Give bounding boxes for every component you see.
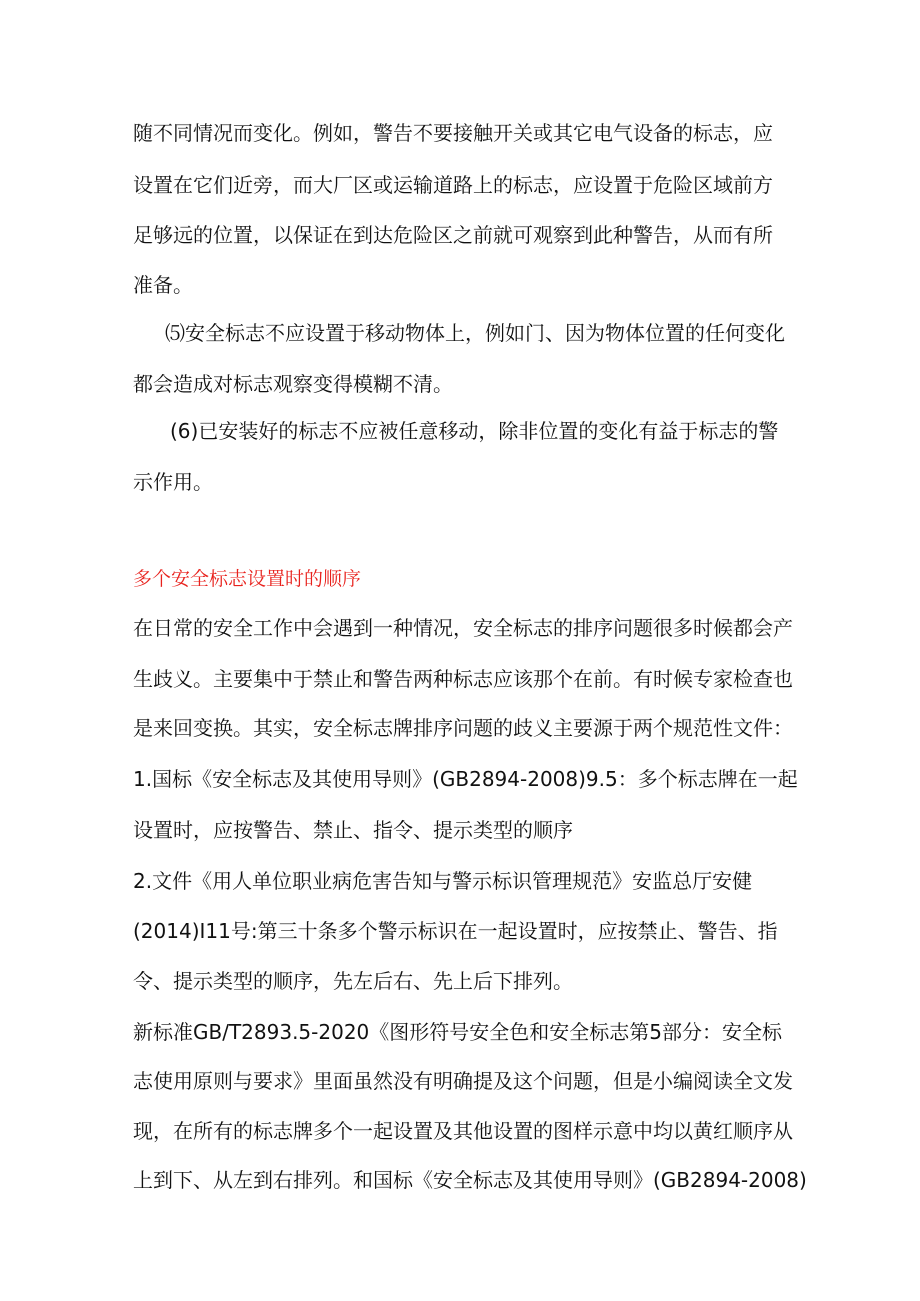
text-line: 令、提示类型的顺序，先左后右、先上后下排列。 xyxy=(133,969,573,993)
text-line: 2.文件《用人单位职业病危害告知与警示标识管理规范》安监总厅安健 xyxy=(133,869,753,893)
text-line: 新标准GB/T2893.5-2020《图形符号安全色和安全标志第5部分：安全标 xyxy=(133,1020,782,1044)
text-line: 准备。 xyxy=(133,273,193,297)
text-line: (6)已安装好的标志不应被任意移动，除非位置的变化有益于标志的警 xyxy=(170,419,779,443)
text-line: 示作用。 xyxy=(133,470,213,494)
text-line: 上到下、从左到右排列。和国标《安全标志及其使用导则》(GB2894-2008) xyxy=(133,1168,807,1192)
text-line: 设置在它们近旁，而大厂区或运输道路上的标志，应设置于危险区域前方 xyxy=(133,173,773,197)
text-line: 现，在所有的标志牌多个一起设置及其他设置的图样示意中均以黄红顺序从 xyxy=(133,1119,793,1143)
text-line: 在日常的安全工作中会遇到一种情况，安全标志的排序问题很多时候都会产 xyxy=(133,616,793,640)
section-heading: 多个安全标志设置时的顺序 xyxy=(133,568,362,590)
text-line: 设置时，应按警告、禁止、指令、提示类型的顺序 xyxy=(133,818,573,842)
text-line: (2014)I11号:第三十条多个警示标识在一起设置时，应按禁止、警告、指 xyxy=(133,919,778,943)
text-line: 志使用原则与要求》里面虽然没有明确提及这个问题，但是小编阅读全文发 xyxy=(133,1069,793,1093)
text-line: 1.国标《安全标志及其使用导则》(GB2894-2008)9.5：多个标志牌在一起 xyxy=(133,767,798,791)
text-line: 是来回变换。其实，安全标志牌排序问题的歧义主要源于两个规范性文件： xyxy=(133,716,793,740)
text-line: 足够远的位置，以保证在到达危险区之前就可观察到此种警告，从而有所 xyxy=(133,223,773,247)
text-line: 生歧义。主要集中于禁止和警告两种标志应该那个在前。有时候专家检查也 xyxy=(133,667,793,691)
text-line: 都会造成对标志观察变得模糊不清。 xyxy=(133,372,453,396)
text-line: 随不同情况而变化。例如，警告不要接触开关或其它电气设备的标志，应 xyxy=(133,121,773,145)
text-line: ⑸安全标志不应设置于移动物体上，例如门、因为物体位置的任何变化 xyxy=(165,321,785,345)
